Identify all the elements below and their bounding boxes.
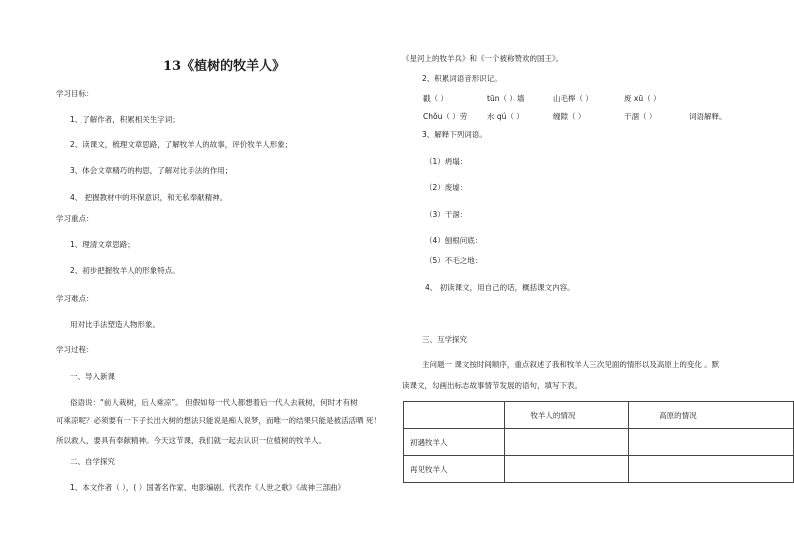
table-header-cell	[404, 402, 505, 429]
table-cell	[629, 429, 794, 456]
vocab-blank: tūn（ ）墙	[487, 94, 525, 103]
key-item: 1、理清文章思路；	[70, 240, 135, 249]
explain-item: （5）不毛之地：	[425, 256, 483, 265]
vocab-blank: 缠隙（ ）	[553, 112, 586, 121]
vocab-blank: 山毛榉（ ）	[553, 94, 593, 103]
explain-item: （1）坍塌：	[425, 157, 468, 166]
vocab-blank: 废 xū（ ）	[624, 94, 661, 103]
table-cell	[505, 456, 629, 483]
difficulty-item: 用对比手法塑造人物形象。	[70, 320, 160, 329]
story-table	[403, 401, 794, 483]
process-heading: 学习过程：	[56, 345, 94, 354]
goals-heading: 学习目标：	[56, 89, 94, 98]
difficulty-heading: 学习难点：	[56, 294, 94, 303]
goal-item: 1、了解作者，积累相关生字词；	[70, 115, 180, 124]
key-heading: 学习重点：	[56, 214, 94, 223]
table-row	[404, 429, 794, 456]
section2-heading: 二、自学探究	[70, 457, 115, 466]
table-header-cell: 高原的情况	[629, 402, 794, 429]
intro-line: 可乘凉呢？必须要有一下子长出大树的想法只能说是痴人说梦，而唯一的结果只能是被活活晒 死！	[56, 416, 381, 425]
goal-item: 2、读课文，梳理文章思路，了解牧羊人的故事，评价牧羊人形象；	[70, 140, 293, 149]
explain-heading: 3、解释下列词语。	[422, 130, 487, 139]
vocab-blank: 干涸（ ）	[624, 112, 657, 121]
table-cell	[505, 429, 629, 456]
question-line: 读课文，勾画出标志故事情节发展的语句，填写下表。	[402, 381, 582, 390]
table-row	[404, 456, 794, 483]
intro-line: 俗语说：“前人栽树，后人乘凉”。 但假如每一代人都想着后一代人去栽树，何时才有树	[70, 398, 358, 407]
vocab-blank: Chǒu（ ）劳	[423, 112, 468, 121]
section1-heading: 一、导入新课	[70, 372, 115, 381]
question-line: 主问题一 课文按时间顺序，重点叙述了我和牧羊人三次见面的情形以及高原上的变化 。默	[422, 360, 720, 369]
table-cell: 初遇牧羊人	[404, 429, 505, 456]
summary-line: 4、 初读课文，用自己的话，概括课文内容。	[425, 283, 575, 292]
vocab-note: 词语解释。	[689, 112, 727, 121]
explain-item: （4）刨根问底：	[425, 236, 483, 245]
explain-item: （3）干涸：	[425, 210, 468, 219]
goal-item: 3、体会文章精巧的构思，了解对比手法的作用；	[70, 166, 233, 175]
vocab-heading: 2、积累词语音形识记。	[422, 74, 502, 83]
table-cell: 再见牧羊人	[404, 456, 505, 483]
page-title: 13《植树的牧羊人》	[163, 59, 286, 74]
table-cell	[629, 456, 794, 483]
vocab-blank: 水 qú（ ）	[487, 112, 524, 121]
explain-item: （2）废墟：	[425, 183, 468, 192]
section3-heading: 三、互学探究	[422, 335, 467, 344]
goal-item: 4、 把握教材中的环保意识，和无私奉献精神。	[70, 193, 228, 202]
vocab-blank: 戳（ ）	[423, 94, 448, 103]
works-line: 《星河上的牧羊兵》和《一个被称赞欢的国王》。	[402, 54, 564, 63]
intro-line: 所以救人，要具有奉献精神。今天这节课，我们就一起去认识一位植树的牧羊人。	[56, 436, 326, 445]
key-item: 2、初步把握牧羊人的形象特点。	[70, 266, 180, 275]
table-header-cell: 牧羊人的情况	[505, 402, 629, 429]
author-line: 1、本文作者（ ），( ）国著名作家、电影编剧。代表作《人世之歌》《战神三部曲》	[70, 483, 345, 492]
table-header-row	[404, 402, 794, 429]
